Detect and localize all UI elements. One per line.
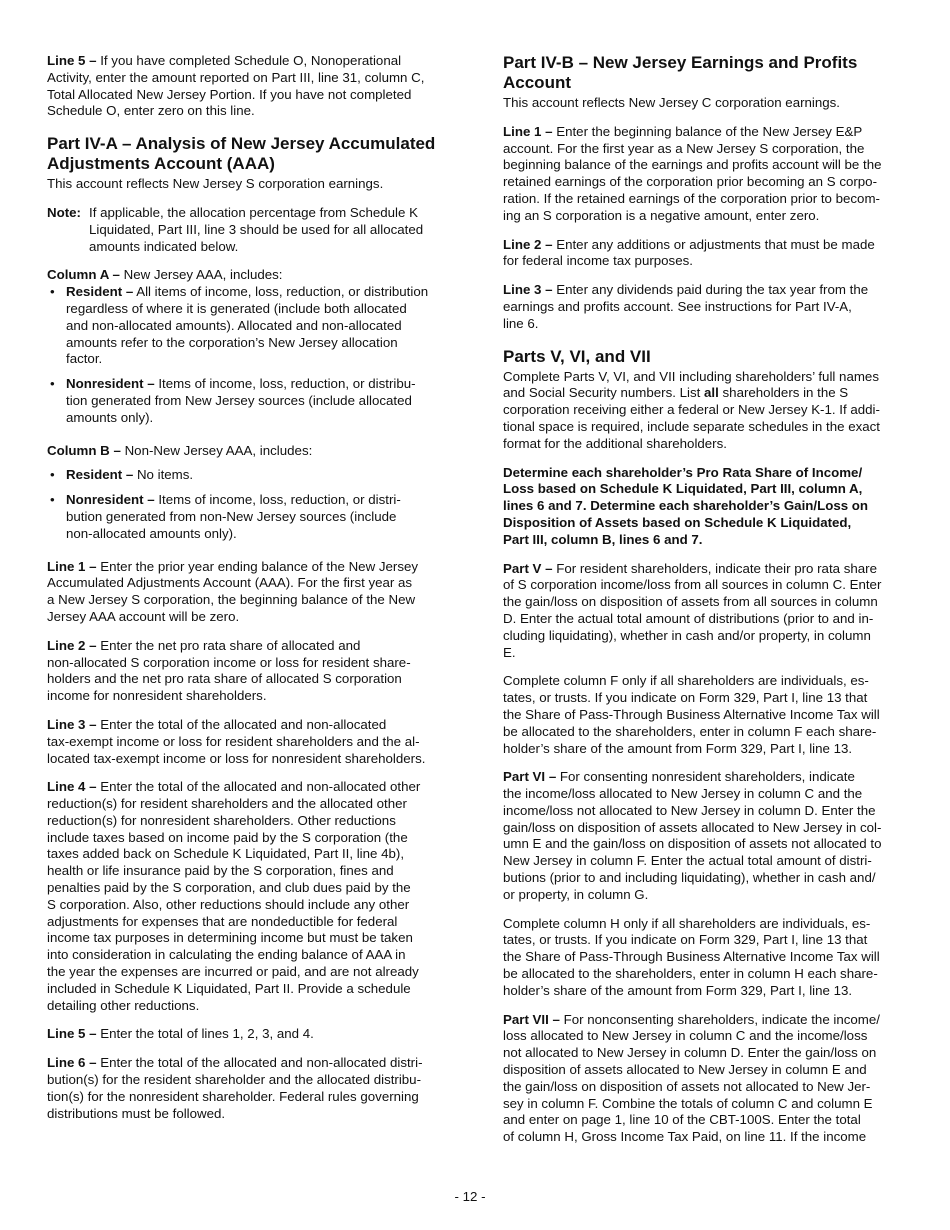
text-line: butions (prior to and including liquidating), whether in cash and/ [503, 870, 876, 886]
text-line: not allocated to New Jersey in column D. Enter the gain/loss on [503, 1045, 877, 1061]
text-line: Line 4 – Enter the total of the allocated and non-allocated other [47, 779, 421, 795]
text-line: Parts V, VI, and VII [503, 346, 651, 366]
lead-label: Line 2 – [47, 637, 97, 653]
text-line: Column A – New Jersey AAA, includes: [47, 267, 283, 283]
text-line: tates, or trusts. If you indicate on Form 329, Part I, line 13 that [503, 690, 868, 706]
text-line: Line 5 – Enter the total of lines 1, 2, 3, and 4. [47, 1026, 314, 1042]
text-line: Complete Parts V, VI, and VII including shareholders’ full names [503, 368, 879, 384]
text-line: Account [503, 73, 571, 92]
text-line: income/loss not allocated to New Jersey in column D. Enter the [503, 802, 876, 818]
bullet-icon: • [50, 284, 55, 300]
text-line: tax-exempt income or loss for resident shareholders and the al- [47, 733, 420, 749]
note [47, 205, 457, 255]
text-line: for federal income tax purposes. [503, 253, 693, 269]
part-v-column-f [503, 673, 913, 757]
text-line: Schedule O, enter zero on this line. [47, 103, 255, 119]
text-line: Part VII – For nonconsenting shareholders, indicate the income/ [503, 1011, 880, 1027]
text-line: amounts refer to the corporation’s New Jersey allocation [66, 334, 398, 350]
lead-label: Line 3 – [47, 716, 97, 732]
page-number: - 12 - [454, 1189, 486, 1204]
text-line: bution generated from non-New Jersey sources (include [66, 508, 397, 524]
lead-label: Line 5 – [47, 1026, 97, 1042]
text-line: earnings and profits account. See instructions for Part IV-A, [503, 298, 852, 314]
text-line: Adjustments Account (AAA) [47, 154, 275, 174]
lead-label: Line 2 – [503, 236, 553, 252]
lead-label: Column A – [47, 267, 120, 283]
text-line: Nonresident – Items of income, loss, reduction, or distribu- [66, 376, 416, 392]
text-line: retained earnings of the corporation prior becoming an S corpo- [503, 174, 878, 190]
ep-line-2 [503, 237, 913, 271]
text-line: and enter on page 1, line 10 of the CBT-100S. Enter the total [503, 1112, 861, 1128]
part-iv-a-intro [47, 176, 457, 193]
text-line: Line 2 – Enter any additions or adjustments that must be made [503, 236, 875, 252]
text-line: Line 3 – Enter any dividends paid during the tax year from the [503, 282, 869, 298]
text-line: Line 1 – Enter the beginning balance of the New Jersey E&P [503, 123, 863, 139]
text-line: Part VI – For consenting nonresident shareholders, indicate [503, 769, 855, 785]
text-line: Line 5 – If you have completed Schedule O, Nonoperational [47, 53, 402, 68]
part-vii [503, 1012, 913, 1146]
left-column [47, 53, 457, 1122]
text-line: Part III, column B, lines 6 and 7. [503, 531, 703, 547]
text-line: reduction(s) for resident shareholders and the allocated other [47, 796, 407, 812]
text-line: Determine each shareholder’s Pro Rata Share of Income/ [503, 464, 863, 480]
text-line: Complete column F only if all shareholders are individuals, es- [503, 673, 869, 689]
text-line: ration. If the retained earnings of the corporation prior to becom- [503, 190, 880, 206]
parts-v-vi-vii-heading [503, 347, 913, 367]
text-line: into consideration in calculating the ending balance of AAA in [47, 947, 406, 963]
text-line: income tax purposes in determining income but must be taken [47, 930, 413, 946]
lead-label: Line 5 – [47, 53, 97, 68]
column-b-label [47, 443, 457, 460]
aaa-line-2 [47, 638, 457, 705]
text-line: Accumulated Adjustments Account (AAA). For the first year as [47, 575, 413, 591]
column-b-resident [47, 467, 457, 484]
text-line: loss allocated to New Jersey in column C and the income/loss [503, 1028, 868, 1044]
aaa-line-6 [47, 1055, 457, 1122]
text-line: format for the additional shareholders. [503, 435, 727, 451]
note-label: Note: [47, 204, 81, 220]
text-line: Loss based on Schedule K Liquidated, Part III, column A, [503, 481, 863, 497]
text-line: line 6. [503, 315, 539, 331]
lead-label: Nonresident – [66, 376, 155, 392]
text-line: non-allocated S corporation income or loss for resident share- [47, 654, 411, 670]
aaa-line-3 [47, 717, 457, 767]
text-line: of column H, Gross Income Tax Paid, on line 11. If the income [503, 1129, 867, 1145]
text-run: shareholders in the S [718, 385, 849, 401]
lead-label: Line 4 – [47, 779, 97, 795]
text-line: amounts only). [66, 409, 154, 425]
part-iv-b-intro [503, 95, 913, 112]
text-line: disposition of assets allocated to New Jersey in column E and [503, 1062, 867, 1078]
text-line: amounts indicated below. [89, 238, 239, 254]
text-line: and non-allocated amounts). Allocated and non-allocated [66, 317, 402, 333]
text-line: the Share of Pass-Through Business Alternative Income Tax will [503, 706, 880, 722]
bullet-icon: • [50, 376, 55, 392]
text-line: tion(s) for the nonresident shareholder. Federal rules governing [47, 1088, 419, 1104]
text-line: located tax-exempt income or loss for nonresident shareholders. [47, 750, 426, 766]
text-line: ing an S corporation is a negative amount, enter zero. [503, 207, 820, 223]
text-line: the gain/loss on disposition of assets not allocated to New Jer- [503, 1078, 871, 1094]
text-line: reduction(s) for nonresident shareholders. Other reductions [47, 812, 396, 828]
text-line: E. [503, 644, 516, 660]
pro-rata-instruction [503, 465, 913, 549]
text-line: Jersey AAA account will be zero. [47, 608, 240, 624]
text-line: account. For the first year as a New Jersey S corporation, the [503, 140, 865, 156]
column-a-label [47, 267, 457, 284]
lead-label: Resident – [66, 467, 134, 483]
bullet-icon: • [50, 467, 55, 483]
ep-line-1 [503, 124, 913, 225]
lead-label: Part V – [503, 560, 553, 576]
text-line: a New Jersey S corporation, the beginning balance of the New [47, 592, 416, 608]
part-iv-b-heading [503, 53, 913, 93]
text-line: holders and the net pro rata share of allocated S corporation [47, 671, 402, 687]
text-line: of S corporation income/loss from all sources in column C. Enter [503, 577, 882, 593]
text-line: the gain/loss on disposition of assets from all sources in column [503, 594, 878, 610]
text-line: Liquidated, Part III, line 3 should be used for all allocated [89, 221, 424, 237]
text-line: Column B – Non-New Jersey AAA, includes: [47, 442, 313, 458]
text-line: Total Allocated New Jersey Portion. If you have not completed [47, 86, 412, 102]
text-line: the Share of Pass-Through Business Alternative Income Tax will [503, 949, 880, 965]
text-line: Line 1 – Enter the prior year ending balance of the New Jersey [47, 558, 419, 574]
text-line [503, 385, 913, 402]
text-line: This account reflects New Jersey S corporation earnings. [47, 176, 384, 192]
text-line: non-allocated amounts only). [66, 525, 237, 541]
text-line: tates, or trusts. If you indicate on Form 329, Part I, line 13 that [503, 932, 868, 948]
emphasis: all [704, 385, 719, 401]
text-line: Line 6 – Enter the total of the allocated and non-allocated distri- [47, 1055, 423, 1071]
column-a-nonresident [47, 376, 457, 426]
part-v [503, 561, 913, 662]
text-line: Line 3 – Enter the total of the allocated and non-allocated [47, 716, 387, 732]
text-line: If applicable, the allocation percentage from Schedule K [89, 204, 418, 220]
text-line: health or life insurance paid by the S corporation, fines and [47, 863, 394, 879]
text-line: This account reflects New Jersey C corporation earnings. [503, 95, 840, 110]
lead-label: Resident – [66, 284, 134, 300]
text-line: Line 2 – Enter the net pro rata share of allocated and [47, 637, 361, 653]
text-line: Disposition of Assets based on Schedule K Liquidated, [503, 514, 852, 530]
parts-v-vi-vii-intro [503, 369, 913, 453]
text-line: taxes added back on Schedule K Liquidated, Part II, line 4b), [47, 846, 405, 862]
text-line: tion generated from New Jersey sources (include allocated [66, 392, 412, 408]
part-iv-a-heading [47, 134, 457, 174]
text-line: New Jersey in column F. Enter the actual total amount of distri- [503, 853, 872, 869]
text-line: Resident – No items. [66, 467, 194, 483]
lead-label: Line 3 – [503, 282, 553, 298]
right-column [503, 53, 913, 1146]
text-line: regardless of where it is generated (include both allocated [66, 300, 407, 316]
lead-label: Column B – [47, 442, 121, 458]
line-5-nonoperational [47, 53, 457, 120]
text-line: Part V – For resident shareholders, indicate their pro rata share [503, 560, 877, 576]
text-line: corporation receiving either a federal or New Jersey K-1. If addi- [503, 402, 880, 418]
text-line: Part IV-B – New Jersey Earnings and Profits [503, 53, 858, 72]
text-line: cluding liquidating), whether in cash and/or property, in column [503, 627, 871, 643]
text-line: the year the expenses are incurred or paid, and are not already [47, 964, 419, 980]
aaa-line-1 [47, 559, 457, 626]
text-line: income for nonresident shareholders. [47, 688, 267, 704]
text-line: sey in column F. Combine the totals of column C and column E [503, 1095, 873, 1111]
column-a-resident [47, 284, 457, 368]
text-line: holder’s share of the amount from Form 329, Part I, line 13. [503, 982, 853, 998]
text-line: the income/loss allocated to New Jersey in column C and the [503, 786, 863, 802]
text-line: distributions must be followed. [47, 1105, 226, 1121]
text-run: and Social Security numbers. List [503, 385, 705, 401]
lead-label: Part VI – [503, 769, 557, 785]
text-line: Resident – All items of income, loss, reduction, or distribution [66, 284, 429, 300]
text-line: beginning balance of the earnings and profits account will be the [503, 157, 882, 173]
text-line: detailing other reductions. [47, 997, 200, 1013]
bullet-icon: • [50, 492, 55, 508]
text-line: be allocated to the shareholders, enter in column F each share- [503, 723, 877, 739]
lead-label: Line 6 – [47, 1055, 97, 1071]
text-line: Complete column H only if all shareholders are individuals, es- [503, 915, 871, 931]
text-line: holder’s share of the amount from Form 329, Part I, line 13. [503, 740, 853, 756]
text-line: lines 6 and 7. Determine each shareholder’s Gain/Loss on [503, 498, 869, 514]
ep-line-3 [503, 282, 913, 332]
text-line: included in Schedule K Liquidated, Part II. Provide a schedule [47, 980, 411, 996]
text-line: Activity, enter the amount reported on Part III, line 31, column C, [47, 69, 425, 85]
part-vi-column-h [503, 916, 913, 1000]
text-line: or property, in column G. [503, 886, 649, 902]
text-line: tional space is required, include separate schedules in the exact [503, 418, 880, 434]
aaa-line-5 [47, 1026, 457, 1043]
text-line: Part IV-A – Analysis of New Jersey Accumulated [47, 134, 436, 154]
lead-label: Nonresident – [66, 492, 155, 508]
aaa-line-4 [47, 779, 457, 1014]
text-line: penalties paid by the S corporation, and club dues paid by the [47, 880, 411, 896]
text-line: Nonresident – Items of income, loss, reduction, or distri- [66, 492, 401, 508]
text-line: factor. [66, 351, 103, 367]
text-line: bution(s) for the resident shareholder and the allocated distribu- [47, 1072, 422, 1088]
text-line: umn E and the gain/loss on disposition of assets not allocated to [503, 836, 882, 852]
lead-label: Part VII – [503, 1011, 560, 1027]
text-line: S corporation. Also, other reductions should include any other [47, 896, 410, 912]
text-line: be allocated to the shareholders, enter in column H each share- [503, 966, 878, 982]
lead-label: Line 1 – [47, 558, 97, 574]
column-b-nonresident [47, 492, 457, 542]
text-line: gain/loss on disposition of assets allocated to New Jersey in col- [503, 819, 882, 835]
text-line: adjustments for expenses that are nondeductible for federal [47, 913, 398, 929]
text-line: include taxes based on income paid by the S corporation (the [47, 829, 408, 845]
text-line: D. Enter the actual total amount of distributions (prior to and in- [503, 610, 874, 626]
lead-label: Line 1 – [503, 123, 553, 139]
part-vi [503, 769, 913, 903]
